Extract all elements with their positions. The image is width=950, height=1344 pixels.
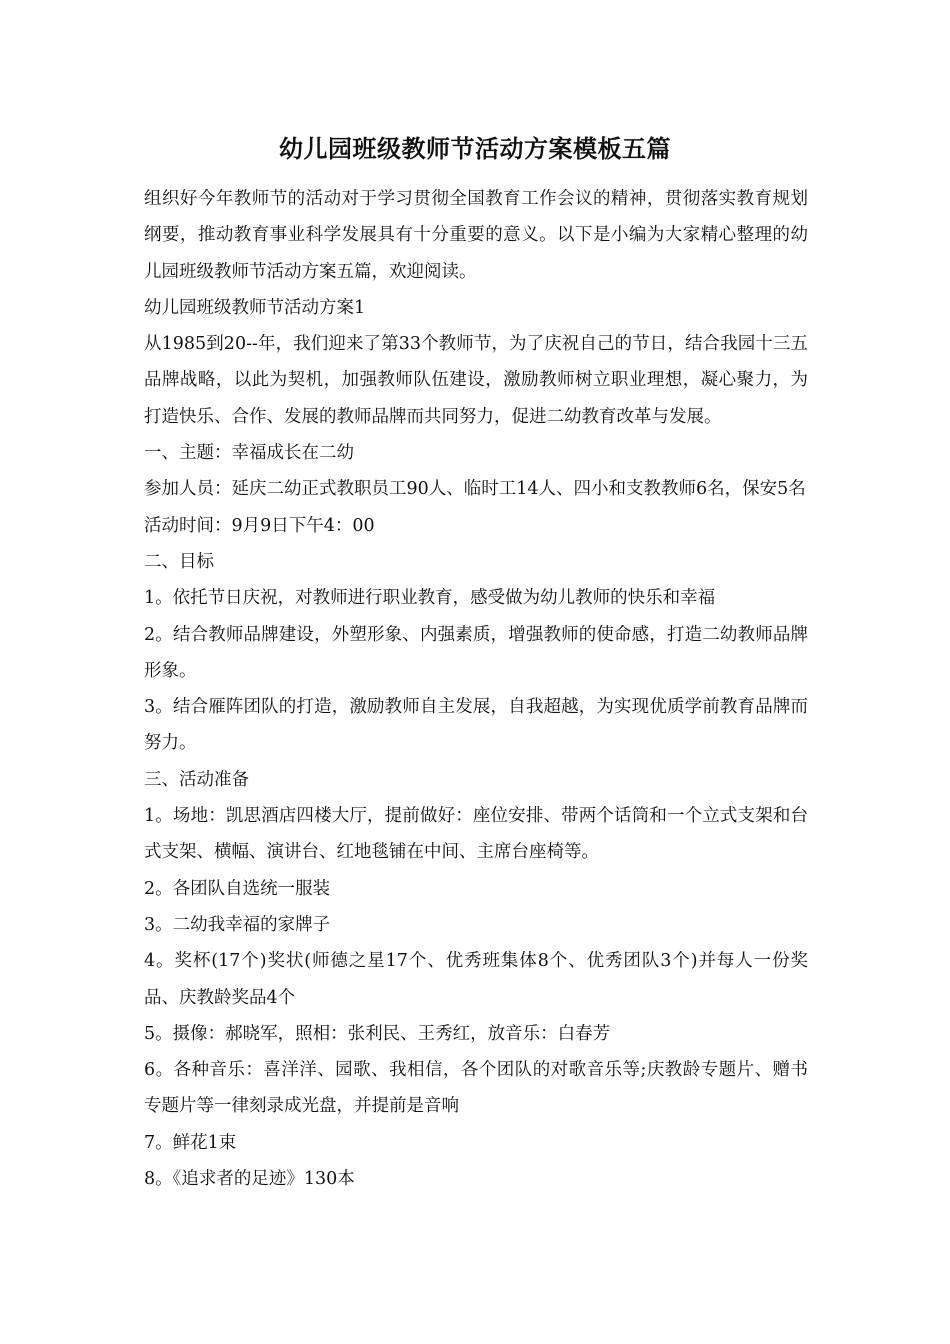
preparation-item: 3。二幼我幸福的家牌子 [144, 914, 331, 935]
activity-time-paragraph: 活动时间：9月9日下午4：00 [144, 515, 375, 536]
document-title: 幼儿园班级教师节活动方案模板五篇 [279, 134, 671, 163]
preparation-heading: 三、活动准备 [144, 769, 249, 790]
preparation-item: 7。鲜花1束 [144, 1132, 237, 1153]
preparation-item: 5。摄像：郝晓军，照相：张利民、王秀红，放音乐：白春芳 [144, 1023, 611, 1044]
preparation-item: 2。各团队自选统一服装 [144, 878, 331, 899]
document-body [144, 181, 808, 1197]
goal-item: 1。依托节日庆祝，对教师进行职业教育，感受做为幼儿教师的快乐和幸福 [144, 588, 716, 609]
theme-heading: 一、主题：幸福成长在二幼 [144, 443, 354, 464]
preparation-item: 8。《追求者的足迹》130本 [144, 1169, 355, 1190]
goal-item: 3。结合雁阵团队的打造，激励教师自主发展，自我超越，为实现优质学前教育品牌而努力。 [144, 697, 808, 754]
section-heading-plan-1: 幼儿园班级教师节活动方案1 [144, 297, 366, 318]
participants-paragraph: 参加人员：延庆二幼正式教职员工90人、临时工14人、四小和支教教师6名，保安5名 [144, 479, 806, 500]
preparation-item: 1。场地：凯思酒店四楼大厅，提前做好：座位安排、带两个话筒和一个立式支架和台式支架、横幅、演讲台、红地毯铺在中间、主席台座椅等。 [144, 806, 808, 863]
intro-paragraph: 组织好今年教师节的活动对于学习贯彻全国教育工作会议的精神，贯彻落实教育规划纲要，推动教育事业科学发展具有十分重要的意义。以下是小编为大家精心整理的幼儿园班级教师节活动方案五篇，欢迎阅读。 [144, 189, 808, 282]
goal-item: 2。结合教师品牌建设，外塑形象、内强素质，增强教师的使命感，打造二幼教师品牌形象。 [144, 624, 808, 681]
goals-heading: 二、目标 [144, 551, 214, 572]
background-paragraph: 从1985到20--年，我们迎来了第33个教师节，为了庆祝自己的节日，结合我园十三五品牌战略，以此为契机，加强教师队伍建设，激励教师树立职业理想，凝心聚力，为打造快乐、合作、发展的教师品牌而共同努力，促进二幼教育改革与发展。 [144, 334, 808, 427]
preparation-item: 4。奖杯(17个)奖状(师德之星17个、优秀班集体8个、优秀团队3个)并每人一份奖品、庆教龄奖品4个 [144, 951, 808, 1008]
preparation-item: 6。各种音乐：喜洋洋、园歌、我相信，各个团队的对歌音乐等;庆教龄专题片、赠书专题片等一律刻录成光盘，并提前是音响 [144, 1060, 808, 1117]
